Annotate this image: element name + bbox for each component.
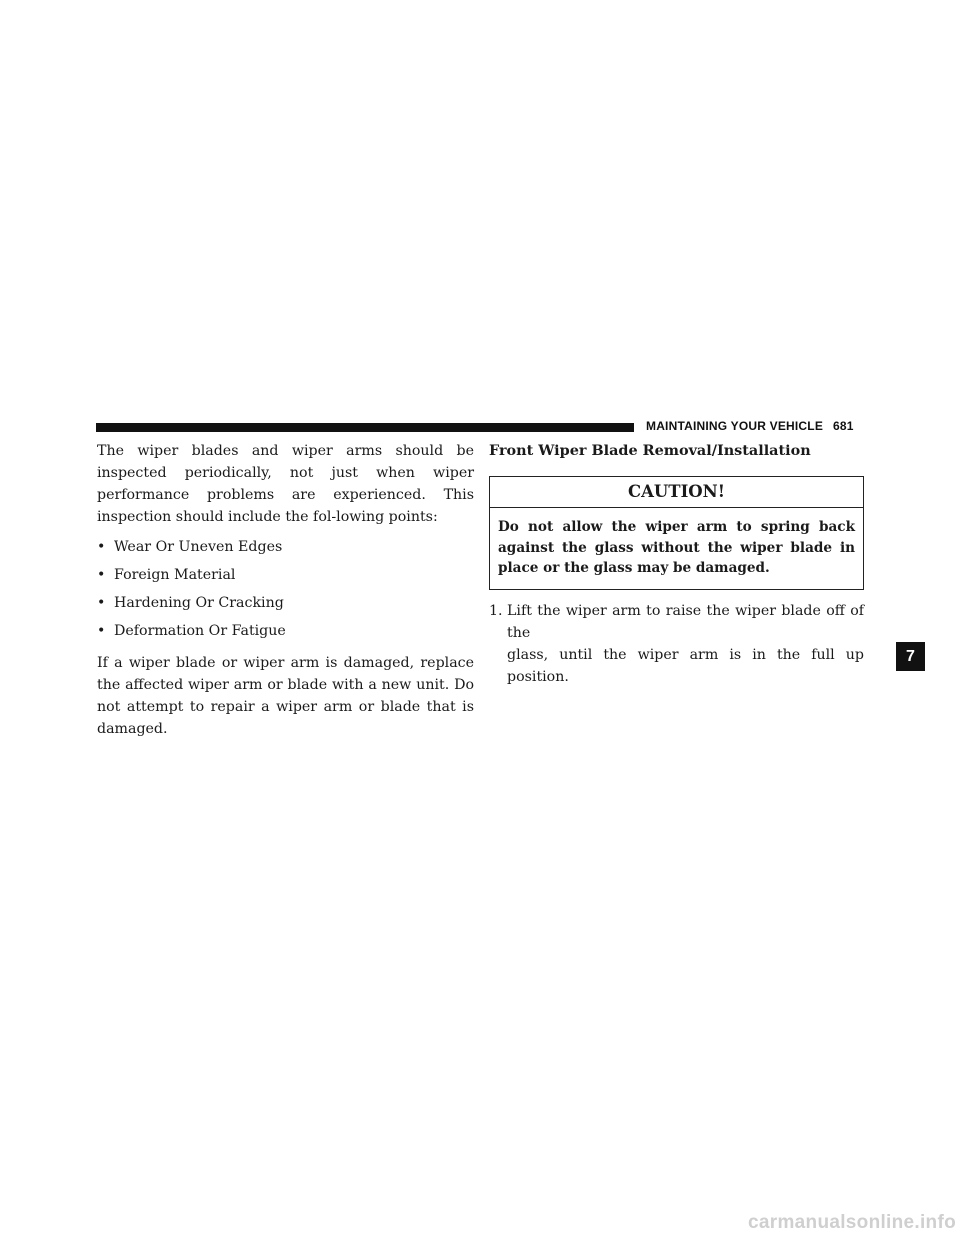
- step-number: 1.: [489, 602, 503, 619]
- bullet-icon: •: [97, 539, 106, 555]
- list-item: [97, 536, 474, 558]
- section-heading: Front Wiper Blade Removal/Installation: [489, 442, 811, 459]
- list-item-text: Deformation Or Fatigue: [114, 623, 286, 639]
- running-header: [646, 419, 854, 433]
- page-number: 681: [833, 419, 854, 433]
- closing-paragraph: If a wiper blade or wiper arm is damaged, replace the affected wiper arm or blade with a new unit. Do not attempt to repair a wiper arm or blade that is damaged.: [97, 655, 474, 737]
- list-item-text: Wear Or Uneven Edges: [114, 539, 283, 555]
- caution-box: [489, 476, 864, 590]
- list-item: [97, 592, 474, 614]
- list-item-text: Hardening Or Cracking: [114, 595, 284, 611]
- chapter-tab: 7: [896, 642, 925, 671]
- right-column: [489, 440, 864, 688]
- intro-paragraph: The wiper blades and wiper arms should be inspected periodically, not just when wiper performance problems are experienced. This inspection should include the fol-lowing points:: [97, 443, 474, 525]
- watermark-logo: carmanualsonline.info: [748, 1212, 956, 1233]
- list-item: [97, 564, 474, 586]
- caution-text: Do not allow the wiper arm to spring back against the glass without the wiper blade in place or the glass may be damaged.: [498, 519, 855, 576]
- list-item-text: Foreign Material: [114, 567, 236, 583]
- step-item: [489, 600, 864, 688]
- step-text: [507, 600, 864, 688]
- bullet-icon: •: [97, 623, 106, 639]
- header-section-title: MAINTAINING YOUR VEHICLE: [646, 419, 824, 433]
- caution-title: CAUTION!: [490, 477, 863, 508]
- bullet-icon: •: [97, 595, 106, 611]
- header-rule: [96, 423, 634, 432]
- list-item: [97, 620, 474, 642]
- step-line-1: Lift the wiper arm to raise the wiper blade off of the: [507, 602, 864, 641]
- left-column: [97, 440, 474, 740]
- step-line-2: glass, until the wiper arm is in the full up position.: [507, 646, 864, 685]
- bullet-icon: •: [97, 567, 106, 583]
- inspection-points-list: [97, 536, 474, 642]
